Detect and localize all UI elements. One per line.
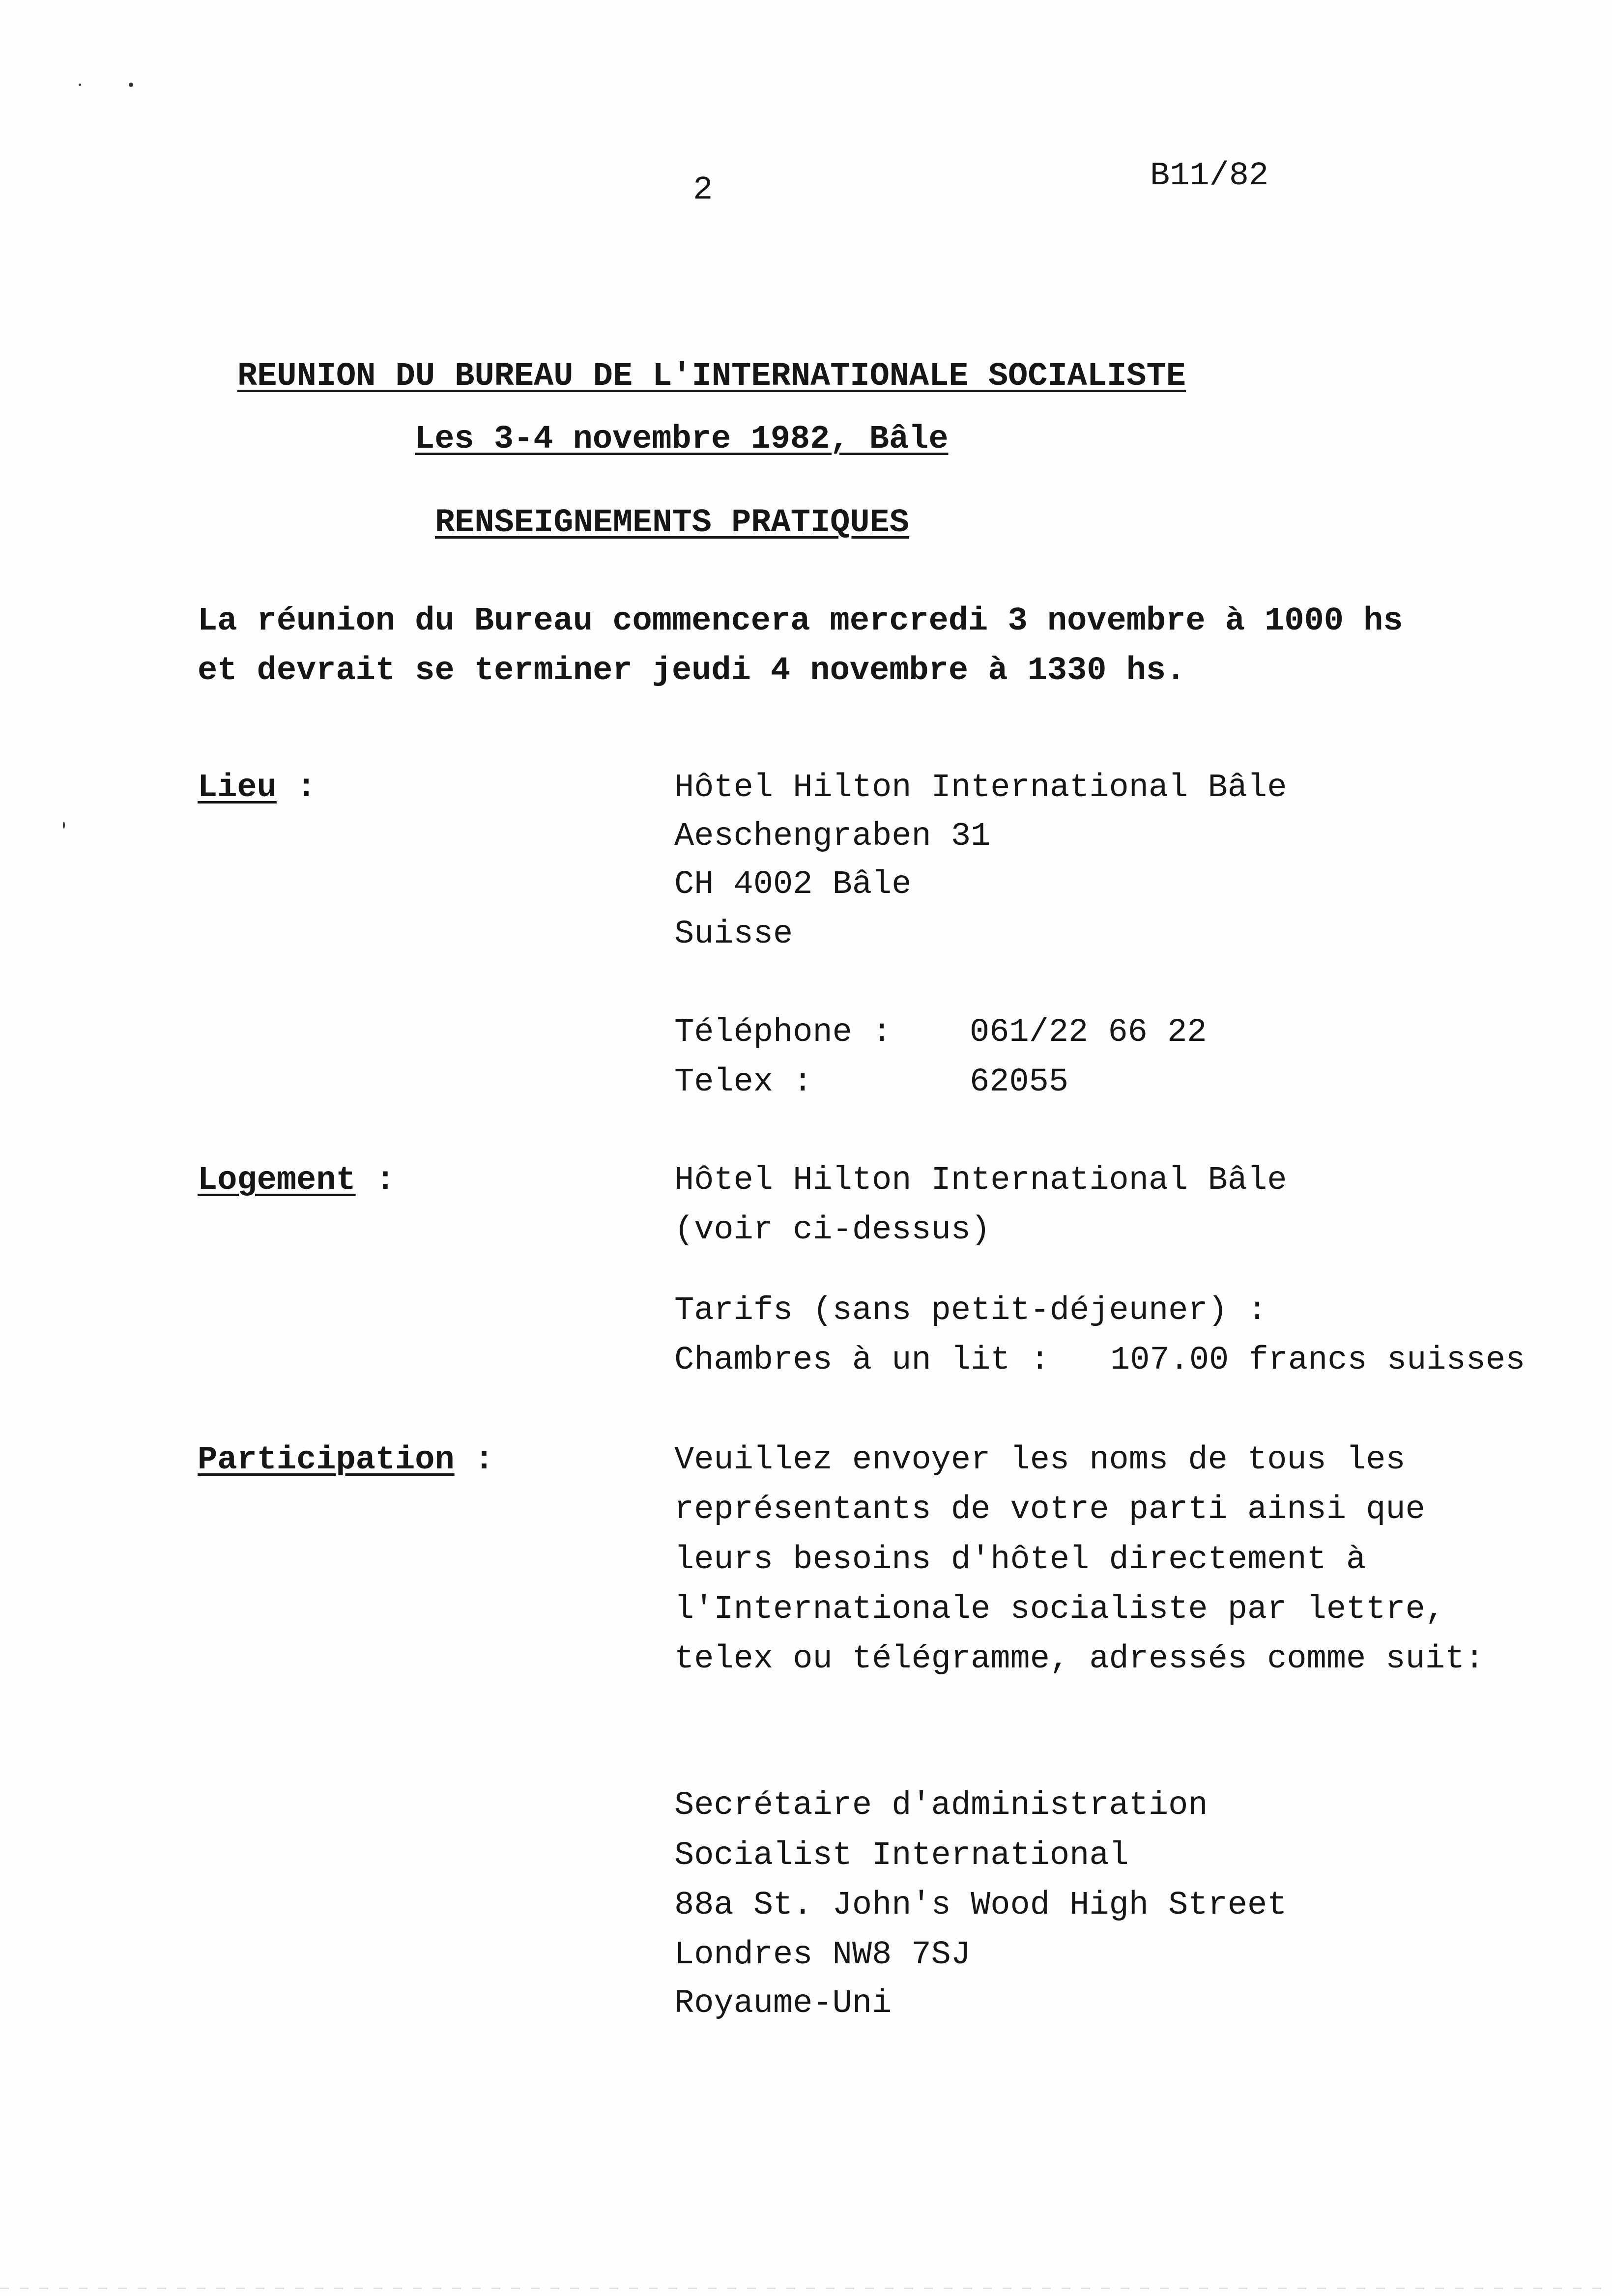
meeting-date-place: Les 3-4 novembre 1982, Bâle xyxy=(415,421,949,458)
participation-line: leurs besoins d'hôtel directement à xyxy=(674,1541,1366,1578)
logement-line: (voir ci-dessus) xyxy=(674,1211,991,1249)
venue-address-line: Aeschengraben 31 xyxy=(674,818,991,855)
mailing-address-line: Socialist International xyxy=(674,1837,1129,1874)
tarifs-line: Tarifs (sans petit-déjeuner) : xyxy=(674,1292,1267,1329)
lieu-label xyxy=(198,771,316,805)
participation-label xyxy=(198,1443,494,1477)
mailing-address-line: Secrétaire d'administration xyxy=(674,1787,1208,1824)
lieu-label-text: Lieu xyxy=(198,769,277,806)
scan-speck xyxy=(129,83,133,87)
venue-address-line: Suisse xyxy=(674,916,793,953)
mailing-address-line: Royaume-Uni xyxy=(674,1985,892,2022)
intro-line: La réunion du Bureau commencera mercredi 3 novembre à 1000 hs xyxy=(198,603,1403,640)
room-label: Chambres à un lit : xyxy=(674,1342,1050,1379)
logement-line: Hôtel Hilton International Bâle xyxy=(674,1162,1287,1199)
scan-speck xyxy=(63,822,65,829)
participation-label-colon: : xyxy=(454,1441,494,1479)
logement-label-colon: : xyxy=(355,1162,396,1199)
participation-line: telex ou télégramme, adressés comme suit: xyxy=(674,1640,1485,1678)
participation-line: représentants de votre parti ainsi que xyxy=(674,1491,1425,1528)
room-price: 107.00 francs suisses xyxy=(1110,1342,1526,1379)
telephone-value: 061/22 66 22 xyxy=(970,1014,1207,1051)
mailing-address-line: 88a St. John's Wood High Street xyxy=(674,1887,1287,1924)
logement-label-text: Logement xyxy=(198,1162,356,1199)
mailing-address-line: Londres NW8 7SJ xyxy=(674,1936,971,1974)
participation-line: Veuillez envoyer les noms de tous les xyxy=(674,1441,1406,1479)
venue-address-line: Hôtel Hilton International Bâle xyxy=(674,769,1287,806)
scan-edge-line xyxy=(0,2288,1612,2289)
section-heading: RENSEIGNEMENTS PRATIQUES xyxy=(435,504,909,542)
scan-speck xyxy=(79,84,81,86)
telex-value: 62055 xyxy=(970,1063,1069,1101)
venue-address-line: CH 4002 Bâle xyxy=(674,866,912,903)
logement-label xyxy=(198,1163,395,1198)
document-title: REUNION DU BUREAU DE L'INTERNATIONALE SOCIALISTE xyxy=(237,358,1186,395)
intro-line: et devrait se terminer jeudi 4 novembre à 1330 hs. xyxy=(198,652,1186,689)
lieu-label-colon: : xyxy=(276,769,317,806)
participation-label-text: Participation xyxy=(198,1441,455,1479)
participation-line: l'Internationale socialiste par lettre, xyxy=(674,1591,1445,1628)
telex-label: Telex : xyxy=(674,1063,813,1101)
page-number: 2 xyxy=(693,172,713,209)
document-reference: B11/82 xyxy=(1150,157,1269,195)
telephone-label: Téléphone : xyxy=(674,1014,892,1051)
